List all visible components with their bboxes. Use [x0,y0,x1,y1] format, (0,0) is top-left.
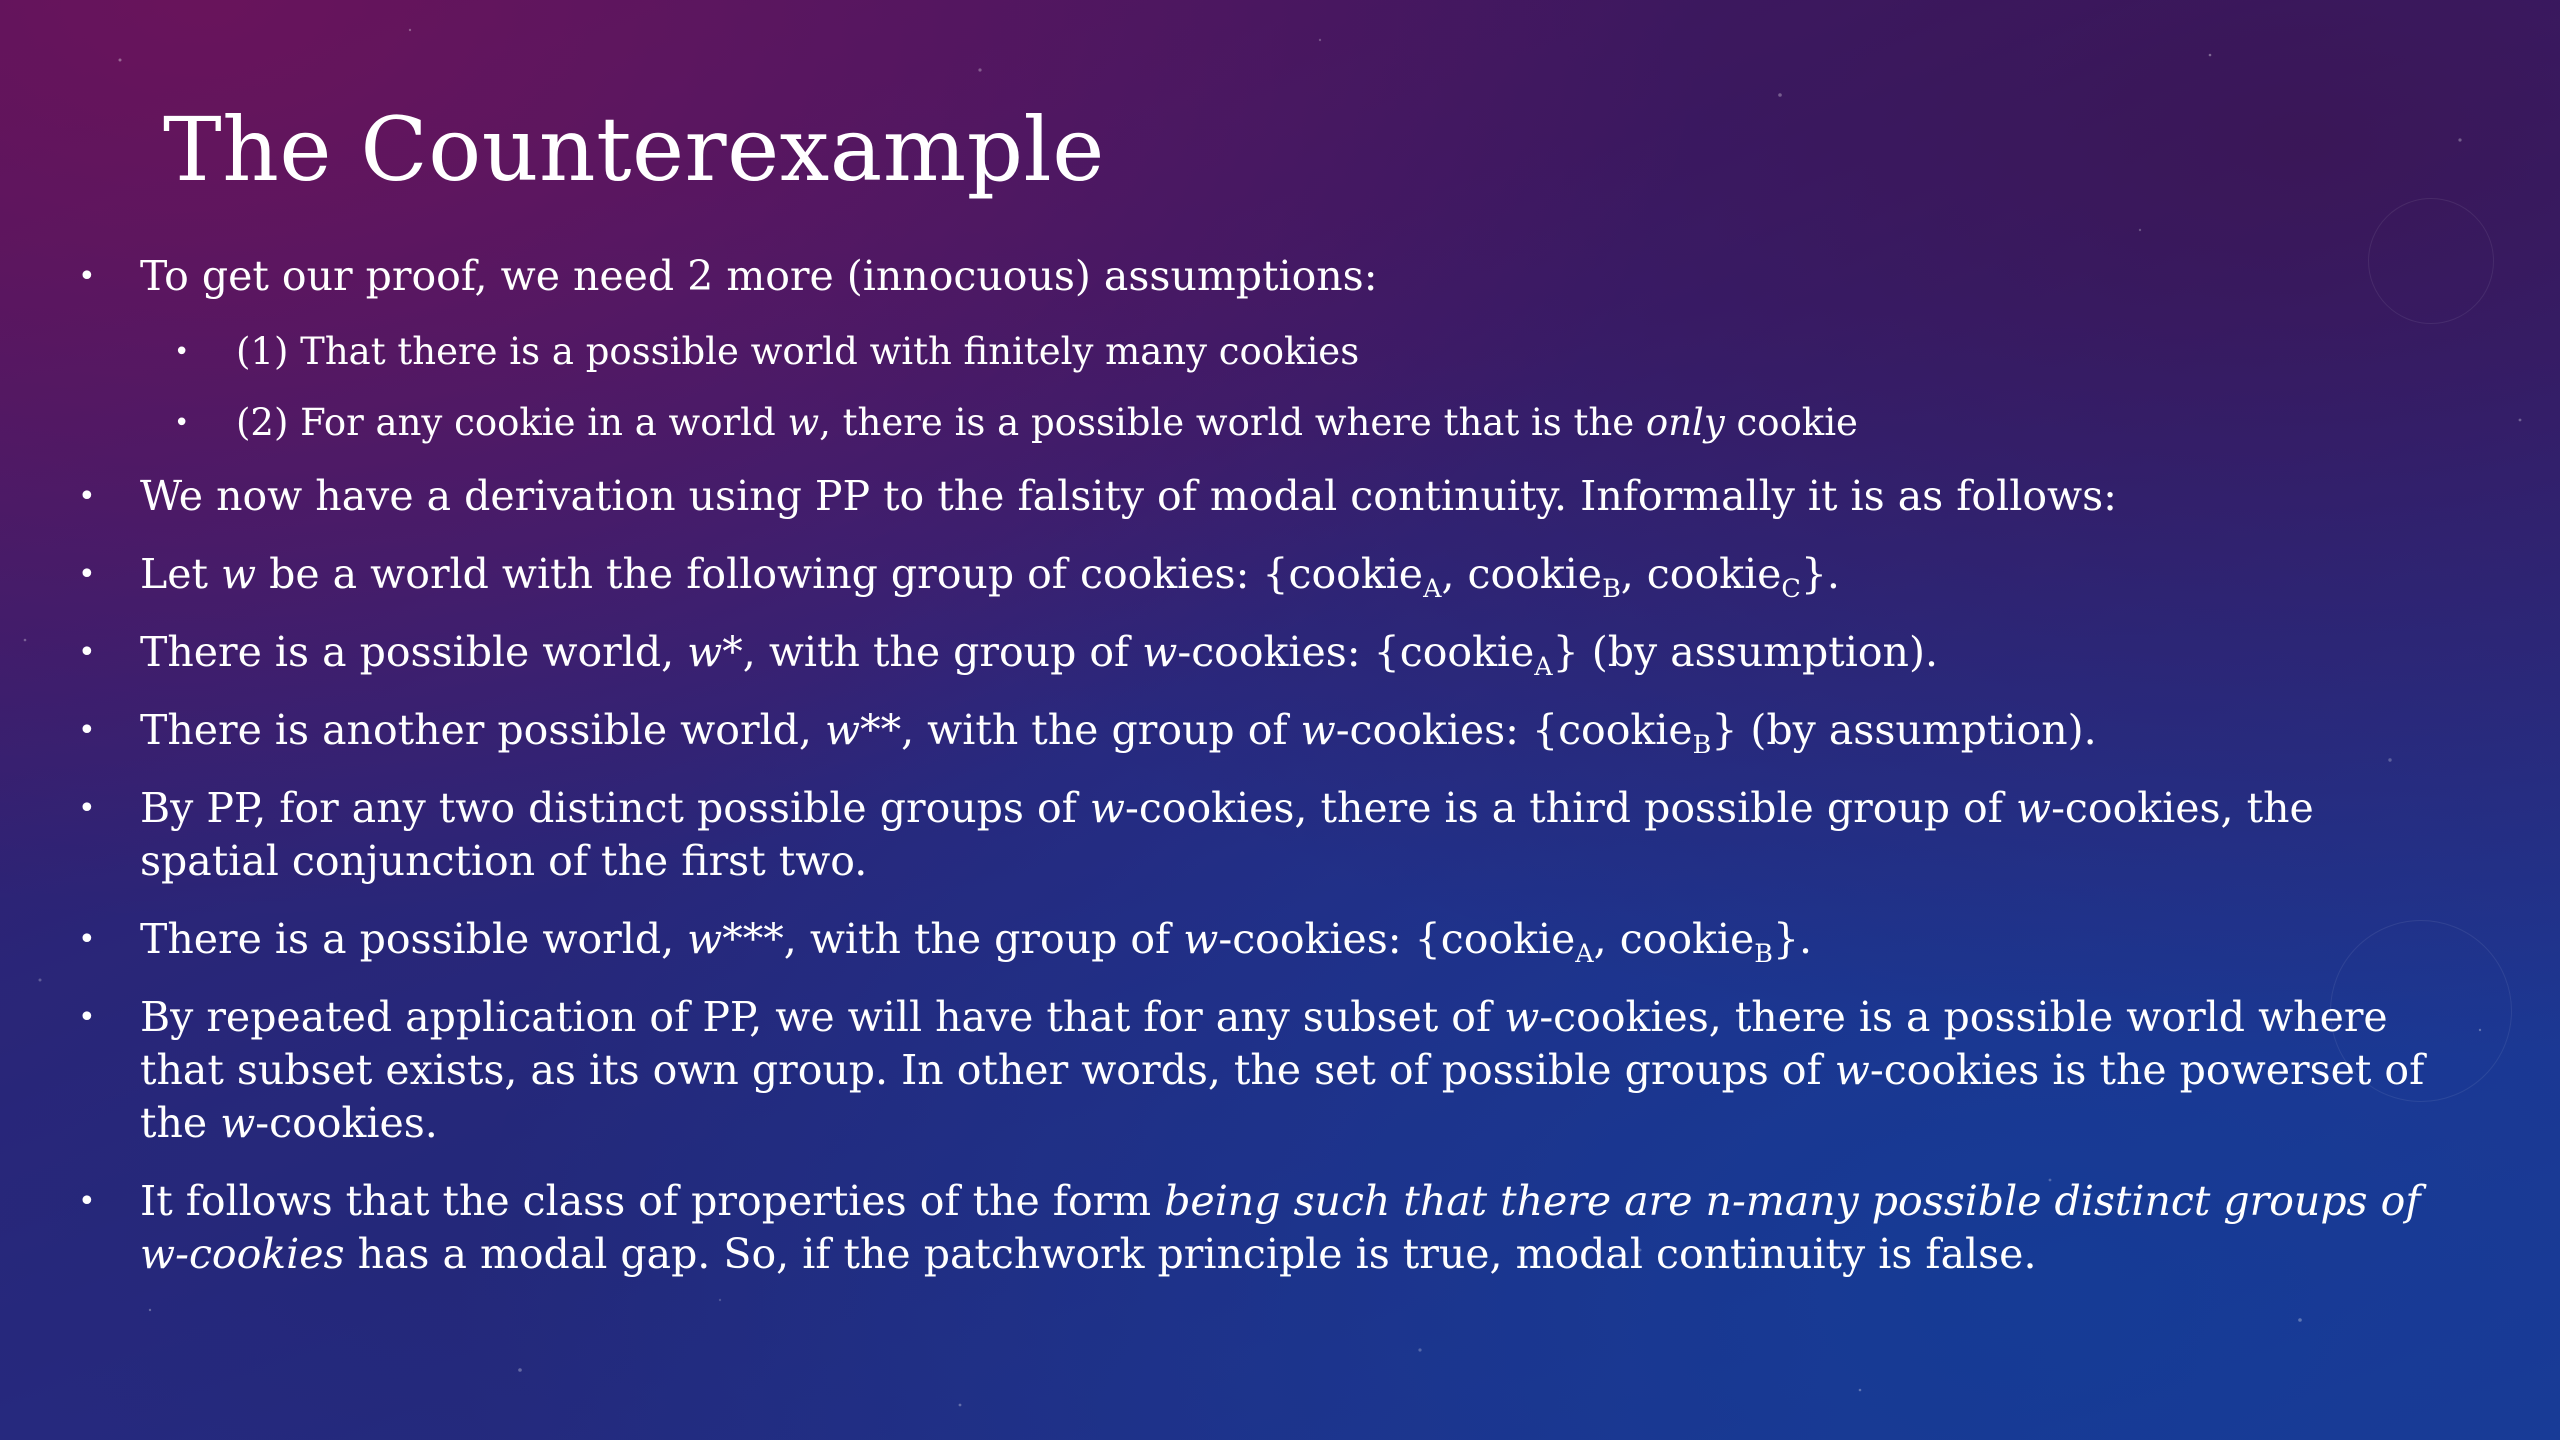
text-segment: By PP, for any two distinct possible groups of [140,784,1090,832]
text-segment: Let [140,550,221,598]
text-segment: -cookies: {cookie [1218,915,1576,963]
bullet-dot-icon: • [78,557,96,592]
text-segment: (1) That there is a possible world with finitely many cookies [236,330,1360,373]
text-segment: *, with the group of [722,628,1143,676]
bullet-text [140,472,2117,520]
text-segment: , cookie [1441,550,1603,598]
sub-bullet-item [78,328,2458,376]
text-segment: There is another possible world, [140,706,825,754]
text-segment: There is a possible world, [140,915,688,963]
italic-text: w [1300,706,1336,754]
bullet-dot-icon: • [78,479,96,514]
text-segment: -cookies. [255,1099,438,1147]
text-segment: cookie [1724,401,1858,444]
bullet-dot-icon: • [78,259,96,294]
italic-text: w [825,706,861,754]
bullet-text [140,1177,2421,1278]
bullet-text [140,915,1813,968]
bullet-dot-icon: • [78,922,96,957]
bullet-dot-icon: • [78,1184,96,1219]
bullet-item [78,704,2458,757]
subscript-text: A [1534,650,1553,681]
bullet-dot-icon: • [78,635,96,670]
italic-text: w [1834,1046,1870,1094]
italic-text: being such that there are n-many possible distinct groups of w-cookies [140,1177,2421,1278]
bullet-text [140,252,1378,300]
italic-text: w [687,628,723,676]
bullet-item [78,250,2458,303]
text-segment: ***, with the group of [722,915,1184,963]
bullet-item [78,1175,2458,1281]
italic-text: w [687,915,723,963]
bullet-item [78,626,2458,679]
bullet-text [140,993,2424,1147]
bullet-dot-icon: • [78,713,96,748]
italic-text: w [1142,628,1178,676]
text-segment: -cookies is the powerset of the [140,1046,2425,1147]
text-segment: By repeated application of PP, we will have that for any subset of [140,993,1505,1041]
bullet-dot-icon: • [78,791,96,826]
text-segment: }. [1772,915,1813,963]
italic-text: w [1504,993,1540,1041]
italic-text: w [787,401,820,444]
text-segment: }. [1800,550,1840,598]
text-segment: To get our proof, we need 2 more (innocuous) assumptions: [140,252,1378,300]
bullet-list [78,250,2458,1306]
subscript-text: C [1781,572,1801,603]
bullet-dot-icon: • [174,337,190,367]
bullet-text [140,784,2314,885]
bullet-item [78,782,2458,888]
subscript-text: B [1692,728,1712,759]
bullet-text [236,330,1359,373]
text-segment: There is a possible world, [140,628,688,676]
subscript-text: A [1575,937,1594,968]
italic-text: w [221,550,257,598]
bullet-text [140,706,2097,759]
bullet-item [78,548,2458,601]
text-segment: -cookies: {cookie [1335,706,1693,754]
text-segment: } (by assumption). [1711,706,2097,754]
bullet-text [236,401,1858,444]
text-segment: -cookies: {cookie [1177,628,1535,676]
subscript-text: A [1423,572,1442,603]
text-segment: , there is a possible world where that is the [819,401,1646,444]
text-segment: We now have a derivation using PP to the falsity of modal continuity. Informally it is as follows: [140,472,2117,520]
text-segment: It follows that the class of properties of the form [140,1177,1165,1225]
italic-text: w [1183,915,1219,963]
italic-text: w [220,1099,256,1147]
slide-title: The Counterexample [163,98,1105,201]
text-segment: , cookie [1593,915,1755,963]
italic-text: w [1089,784,1125,832]
bullet-text [140,550,1840,603]
text-segment: be a world with the following group of cookies: {cookie [256,550,1424,598]
text-segment: (2) For any cookie in a world [236,401,788,444]
bullet-dot-icon: • [78,1000,96,1035]
bullet-item [78,913,2458,966]
text-segment: } (by assumption). [1552,628,1938,676]
bullet-item [78,470,2458,523]
bullet-item [78,991,2458,1150]
text-segment: -cookies, there is a third possible group of [1124,784,2016,832]
bullet-dot-icon: • [174,408,190,438]
italic-text: only [1645,401,1725,444]
text-segment: -cookies, there is a possible world where that subset exists, as its own group. In other words, the set of possible groups of [140,993,2388,1094]
bullet-text [140,628,1938,681]
text-segment: -cookies, the spatial conjunction of the first two. [140,784,2314,885]
text-segment: **, with the group of [860,706,1301,754]
text-segment: , cookie [1620,550,1782,598]
italic-text: w [2015,784,2052,832]
sub-bullet-item [78,399,2458,447]
subscript-text: B [1602,572,1621,603]
subscript-text: B [1754,937,1773,968]
text-segment: has a modal gap. So, if the patchwork principle is true, modal continuity is false. [344,1230,2037,1278]
